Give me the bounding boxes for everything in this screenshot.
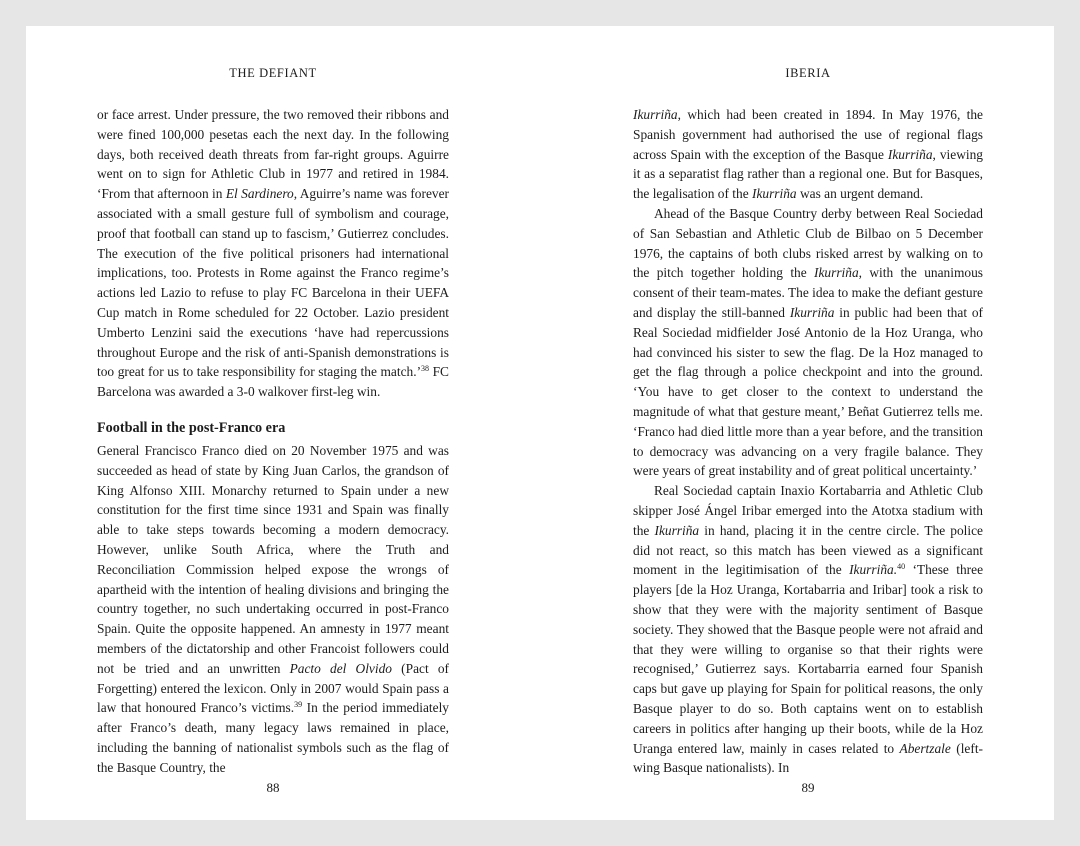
footnote-marker: 39 [294, 700, 303, 710]
book-spread [26, 26, 1054, 820]
footnote-marker: 40 [897, 562, 906, 572]
section-heading: Football in the post-Franco era [97, 419, 286, 436]
paragraph: Real Sociedad captain Inaxio Kortabarria and Athletic Club skipper José Ángel Iribar emerged into the Atotxa stadium with the Ikurriña in hand, placing it in the centre circle. The police did not react, so this match has been viewed as a significant moment in the legitimisation of the Ikurriña.$^{40}$ ‘These three players [de la Hoz Uranga, Kortabarria and Iribar] took a risk to show that they were with the majority sentiment of Basque society. They showed that the Basque people were not afraid and that they were willing to organise so that their rights were recognised,’ Gutierrez says. Kortabarria earned four Spanish caps but gave up playing for Spain for political reasons, the only Basque player to do so. Both captains went on to establish careers in politics after hanging up their boots, while de la Hoz Uranga entered law, mainly in cases related to Abertzale (left-wing Basque nationalists). In [633, 483, 984, 776]
right-page [633, 26, 983, 820]
paragraph: Ahead of the Basque Country derby between Real Sociedad of San Sebastian and Athletic Club de Bilbao on 5 December 1976, the captains of both clubs risked arrest by walking on to the pitch together holding the Ikurriña, with the unanimous consent of their team-mates. The idea to make the defiant gesture and display the still-banned Ikurriña in public had been that of Real Sociedad midfielder José Antonio de la Hoz Uranga, who had convinced his sister to sew the flag. De la Hoz managed to get the flag through a police checkpoint and into the ground. ‘You have to get closer to the context to understand the magnitude of what that gesture meant,’ Beñat Gutierrez tells me. ‘Franco had died little more than a year before, and the transition to democracy was advancing on a very fragile balance. They were years of great instability and of great political uncertainty.’ [633, 205, 983, 479]
paragraph: Ikurriña, which had been created in 1894. In May 1976, the Spanish government had authorised the use of regional flags across Spain with the exception of the Basque Ikurriña, viewing it as a separatist flag rather than a regional one. But for Basques, the legalisation of the Ikurriña was an urgent demand. [633, 107, 983, 202]
footnote-marker: 38 [421, 364, 430, 374]
running-head: THE DEFIANT [229, 66, 317, 80]
page-number: 88 [266, 780, 280, 795]
page-number: 89 [801, 780, 815, 795]
paragraph: General Francisco Franco died on 20 November 1975 and was succeeded as head of state by King Juan Carlos, the grandson of King Alfonso XIII. Monarchy returned to Spain under a new constitution for the first time since 1931 and Spain was finally able to take steps towards becoming a modern democracy. However, unlike South Africa, where the Truth and Reconciliation Commission helped expose the wrongs of apartheid with the intention of healing divisions and bringing the country together, no such undertaking occurred in post-Franco Spain. Quite the opposite happened. An amnesty in 1977 meant members of the dictatorship and other Francoist followers could not be tried and an unwritten Pacto del Olvido (Pact of Forgetting) entered the lexicon. Only in 2007 would Spain pass a law that honoured Franco’s victims.$^{39}$ In the period immediately after Franco’s death, many legacy laws remained in place, including the banning of nationalist symbols such as the flag of the Basque Country, the [97, 442, 450, 775]
page-body [633, 105, 983, 778]
paragraph: or face arrest. Under pressure, the two removed their ribbons and were fined 100,000 pesetas each the next day. In the following days, both received death threats from far-right groups. Aguirre went on to sign for Athletic Club in 1977 and retired in 1984. ‘From that afternoon in El Sardinero, Aguirre’s name was forever associated with a small gesture full of symbolism and courage, proof that football can stand up to fascism,’ Gutierrez concludes. The execution of the five political prisoners had international implications, too. Protests in Rome against the Franco regime’s actions led Lazio to refuse to play FC Barcelona in their UEFA Cup match in Rome scheduled for 22 October. Lazio president Umberto Lenzini said the executions ‘have had repercussions throughout Europe and the risk of anti-Spanish demonstrations is too great for us to take responsibility for staging the match.’$^{38}$ FC Barcelona was awarded a 3-0 walkover first-leg win. [97, 107, 449, 400]
page-body [97, 105, 449, 778]
running-head: IBERIA [785, 66, 831, 80]
left-page [97, 26, 449, 820]
